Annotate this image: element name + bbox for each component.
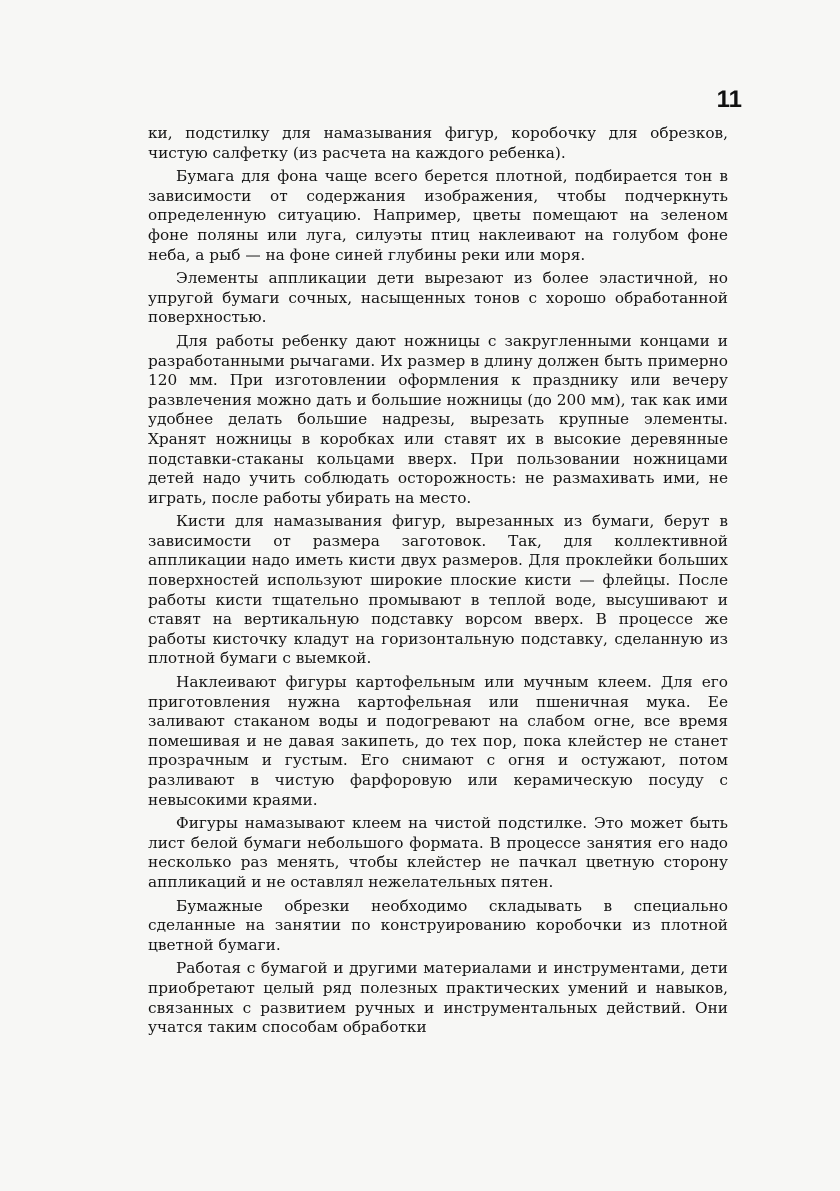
paragraph-6: Наклеивают фигуры картофельным или мучным клеем. Для его приготовления нужна картофельная или пшеничная мука. Ее заливают стаканом воды и подогревают на слабом огне, все время помешивая и не давая закипеть, до тех пор, пока клейстер не станет прозрачным и густым. Его снимают с огня и остужают, потом разливают в чистую фарфоровую или керамическую посуду с невысокими краями. <box>148 673 728 809</box>
paragraph-4: Для работы ребенку дают ножницы с закругленными концами и разработанными рычагами. Их размер в длину должен быть примерно 120 мм. При изготовлении оформления к празднику или вечеру развлечения можно дать и большие ножницы (до 200 мм), так как ими удобнее делать большие надрезы, вырезать крупные элементы. Хранят ножницы в коробках или ставят их в высокие деревянные подставки-стаканы кольцами вверх. При пользовании ножницами детей надо учить соблюдать осторожность: не размахивать ими, не играть, после работы убирать на место. <box>148 331 728 507</box>
paragraph-2: Бумага для фона чаще всего берется плотной, подбирается тон в зависимости от содержания изображения, чтобы подчеркнуть определенную ситуацию. Например, цветы помещают на зеленом фоне поляны или луга, силуэты птиц наклеивают на голубом фоне неба, а рыб — на фоне синей глубины реки или моря. <box>148 167 728 264</box>
paragraph-1: ки, подстилку для намазывания фигур, коробочку для обрезков, чистую салфетку (из расчета на каждого ребенка). <box>148 124 728 162</box>
paragraph-9: Работая с бумагой и другими материалами и инструментами, дети приобретают целый ряд полезных практических умений и навыков, связанных с развитием ручных и инструментальных действий. Они учатся таким способам обработки <box>148 959 728 1037</box>
paragraph-3: Элементы аппликации дети вырезают из более эластичной, но упругой бумаги сочных, насыщенных тонов с хорошо обработанной поверхностью. <box>148 269 728 327</box>
page-number: 11 <box>716 86 742 113</box>
paragraph-8: Бумажные обрезки необходимо складывать в специально сделанные на занятии по конструированию коробочки из плотной цветной бумаги. <box>148 896 728 954</box>
paragraph-7: Фигуры намазывают клеем на чистой подстилке. Это может быть лист белой бумаги небольшого формата. В процессе занятия его надо несколько раз менять, чтобы клейстер не пачкал цветную сторону аппликаций и не оставлял нежелательных пятен. <box>148 814 728 891</box>
body-text <box>148 124 728 1042</box>
paragraph-5: Кисти для намазывания фигур, вырезанных из бумаги, берут в зависимости от размера заготовок. Так, для коллективной аппликации надо иметь кисти двух размеров. Для проклейки больших поверхностей используют широкие плоские кисти — флейцы. После работы кисти тщательно промывают в теплой воде, высушивают и ставят на вертикальную подставку ворсом вверх. В процессе же работы кисточку кладут на горизонтальную подставку, сделанную из плотной бумаги с выемкой. <box>148 512 728 668</box>
